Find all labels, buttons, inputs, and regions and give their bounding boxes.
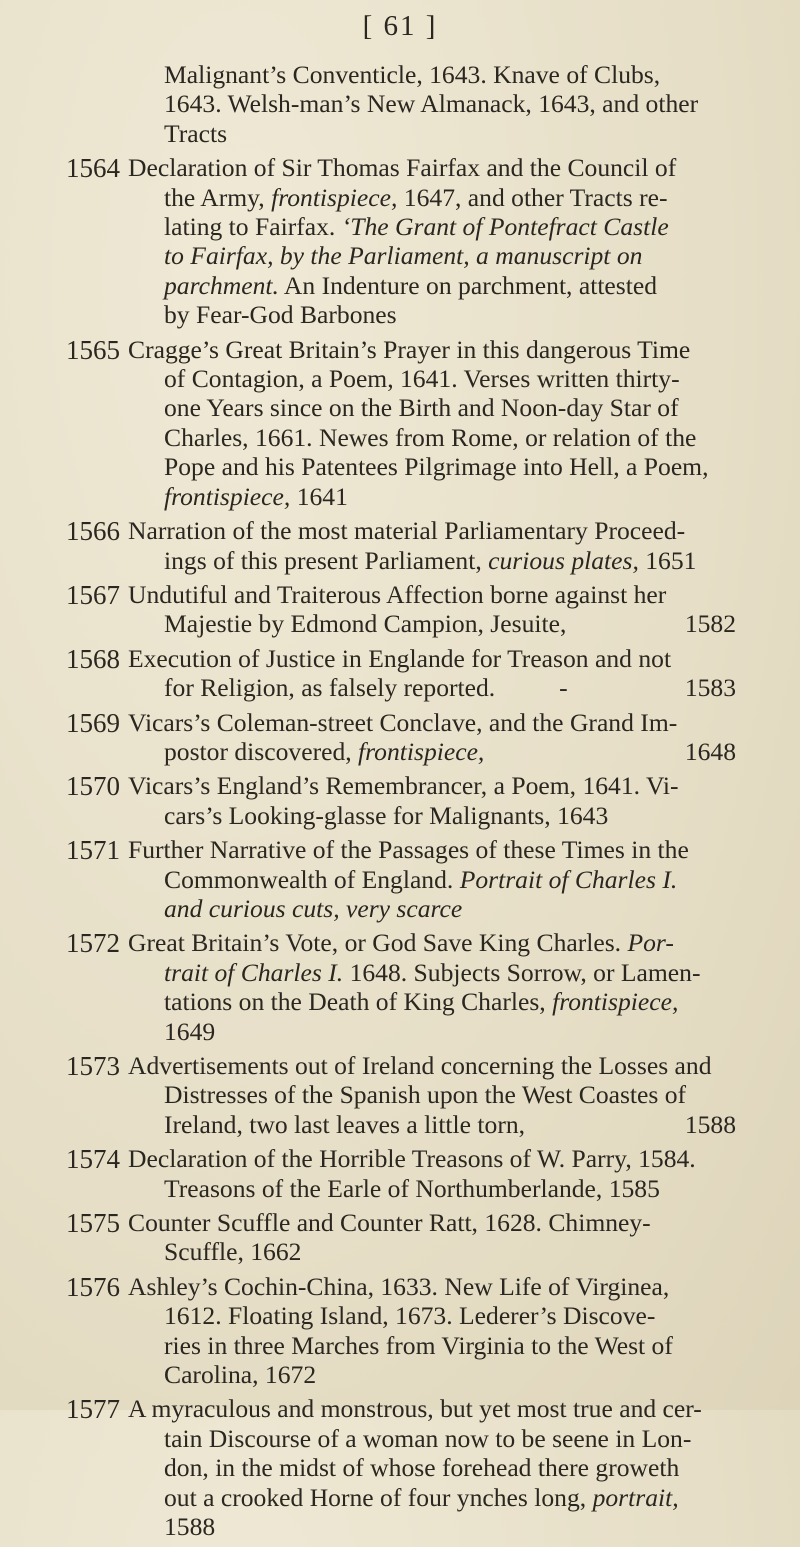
text-run: 1641 — [290, 481, 348, 511]
text-run: Counter Scuffle and Counter Ratt, 1628. Chimney- — [128, 1208, 651, 1238]
entry-line — [128, 835, 736, 864]
entry-line — [128, 1483, 736, 1512]
text-run: Ireland, two last leaves a little torn, — [164, 1109, 526, 1139]
text-run: cars’s Looking-glasse for Malignants, 1643 — [164, 800, 609, 830]
text-run: Charles, 1661. Newes from Rome, or relation of the — [164, 422, 697, 452]
catalogue-entry — [0, 835, 800, 923]
text-run: Vicars’s England’s Remembrancer, a Poem, 1641. Vi- — [128, 771, 679, 801]
entry-number: 1571 — [66, 835, 120, 866]
italic-run: curious plates, — [488, 545, 639, 575]
entry-line — [128, 364, 736, 393]
entry-text — [128, 1144, 736, 1203]
text-run: Advertisements out of Ireland concerning the Losses and — [128, 1051, 712, 1080]
text-run: postor discovered, — [164, 736, 359, 766]
italic-run: frontispiece, — [358, 736, 485, 766]
entry-number: 1575 — [66, 1208, 120, 1239]
catalogue-entry — [0, 1272, 800, 1390]
text-run: Undutiful and Traiterous Affection borne against her — [128, 579, 667, 609]
text-run: ings of this present Parliament, — [164, 545, 489, 575]
entry-number: 1569 — [66, 707, 120, 738]
italic-run: frontispiece, — [164, 481, 291, 511]
italic-run: to Fairfax, by the Parliament, a manuscript on — [164, 241, 643, 271]
entry-number: 1570 — [66, 771, 120, 802]
entry-line — [128, 183, 736, 212]
entry-number: 1567 — [66, 579, 120, 610]
text-run: by Fear-God Barbones — [164, 300, 397, 330]
text-run: out a crooked Horne of four ynches long, — [164, 1482, 593, 1512]
entry-line — [128, 865, 736, 894]
entry-number: 1573 — [66, 1051, 120, 1081]
text-run: Cragge’s Great Britain’s Prayer in this dangerous Time — [128, 334, 691, 364]
catalogue-entry — [0, 1394, 800, 1541]
entry-number: 1568 — [66, 643, 120, 674]
entry-line — [128, 1394, 736, 1423]
entry-text — [128, 771, 736, 830]
entry-line — [128, 987, 736, 1016]
entry-line — [128, 708, 736, 737]
entry-text — [128, 335, 736, 511]
catalogue-entry — [0, 60, 800, 148]
entry-text — [128, 928, 736, 1046]
catalogue-entry — [0, 335, 800, 511]
entry-text — [128, 153, 736, 329]
text-run: 1643. Welsh-man’s New Almanack, 1643, and other — [164, 89, 699, 119]
text-run: Scuffle, 1662 — [164, 1237, 302, 1267]
entry-text — [128, 1051, 736, 1139]
entry-line — [128, 958, 736, 987]
entry-line — [128, 1512, 736, 1541]
text-run: 1649 — [164, 1016, 216, 1046]
text-run: Distresses of the Spanish upon the West Coastes of — [164, 1080, 687, 1110]
text-run: for Religion, as falsely reported. - — [164, 673, 568, 703]
text-run: tations on the Death of King Charles, — [164, 987, 553, 1017]
entry-line — [128, 212, 736, 241]
entry-line — [128, 452, 736, 481]
entry-line — [128, 894, 736, 923]
italic-run: parchment. — [164, 270, 279, 300]
entry-text — [128, 835, 736, 923]
catalogue-entry — [0, 1144, 800, 1203]
entry-line — [128, 271, 736, 300]
catalogue-entry — [0, 1208, 800, 1267]
italic-run: ‘The Grant of Pontefract Castle — [341, 212, 669, 242]
italic-run: portrait, — [592, 1482, 679, 1512]
catalogue-entry — [0, 580, 800, 639]
entry-text — [128, 516, 736, 575]
text-run: Declaration of Sir Thomas Fairfax and the Council of — [128, 153, 677, 183]
text-run: 1651 — [638, 545, 697, 575]
text-run: Great Britain’s Vote, or God Save King Charles. — [128, 928, 628, 958]
text-run: Malignant’s Conventicle, 1643. Knave of Clubs, — [164, 60, 661, 89]
text-run: of Contagion, a Poem, 1641. Verses written thirty- — [164, 364, 680, 394]
entry-line — [128, 482, 736, 511]
entry-line — [128, 1453, 736, 1482]
entry-text — [128, 708, 736, 767]
text-run: 1647, and other Tracts re- — [397, 182, 668, 212]
entry-line — [128, 1272, 736, 1301]
entry-number: 1577 — [66, 1394, 120, 1425]
italic-run: frontispiece, — [271, 182, 398, 212]
catalogue-entry — [0, 153, 800, 329]
entry-text — [128, 644, 736, 703]
text-run: Pope and his Patentees Pilgrimage into Hell, a Poem, — [164, 452, 709, 482]
text-run: 1648. Subjects Sorrow, or Lamen- — [343, 957, 701, 987]
text-run: one Years since on the Birth and Noon-day Star of — [164, 393, 679, 423]
catalogue-entry — [0, 516, 800, 575]
entry-line — [128, 1110, 736, 1139]
entry-text — [128, 60, 736, 148]
entry-line — [128, 1017, 736, 1046]
text-run: lating to Fairfax. — [164, 212, 342, 242]
entry-line — [128, 1051, 736, 1080]
entry-text — [128, 1394, 736, 1541]
entry-line — [128, 153, 736, 182]
entry-line — [128, 1208, 736, 1237]
entry-date: 1583 — [684, 673, 736, 703]
entry-line — [128, 241, 736, 270]
entry-number: 1565 — [66, 334, 120, 365]
entry-line — [128, 1237, 736, 1266]
catalogue-list — [0, 60, 800, 1547]
text-run: Further Narrative of the Passages of these Times in the — [128, 835, 689, 865]
text-run: Execution of Justice in Englande for Treason and not — [128, 643, 672, 673]
text-run: Narration of the most material Parliamentary Proceed- — [128, 516, 686, 546]
text-run: Majestie by Edmond Campion, Jesuite, — [164, 609, 567, 639]
entry-date: 1582 — [684, 609, 736, 639]
catalogue-entry — [0, 708, 800, 767]
text-run: A myraculous and monstrous, but yet most true and cer- — [128, 1394, 702, 1424]
entry-line — [128, 1360, 736, 1389]
entry-line — [128, 300, 736, 329]
entry-line — [128, 928, 736, 957]
catalogue-entry — [0, 644, 800, 703]
entry-number: 1574 — [66, 1144, 120, 1175]
text-run: An Indenture on parchment, attested — [278, 270, 658, 300]
entry-text — [128, 1208, 736, 1267]
catalogue-entry — [0, 771, 800, 830]
entry-line — [128, 644, 736, 673]
entry-line — [128, 771, 736, 800]
entry-number: 1566 — [66, 516, 120, 547]
entry-line — [128, 60, 736, 89]
entry-line — [128, 1144, 736, 1173]
entry-line — [128, 1301, 736, 1330]
entry-text — [128, 580, 736, 639]
page-number: [ 61 ] — [362, 10, 438, 42]
text-run: don, in the midst of whose forehead there groweth — [164, 1453, 680, 1483]
entry-number: 1572 — [66, 928, 120, 959]
entry-line — [128, 516, 736, 545]
entry-line — [128, 580, 736, 609]
text-run: 1588 — [164, 1512, 216, 1542]
entry-line — [128, 335, 736, 364]
entry-line — [128, 1424, 736, 1453]
text-run: tain Discourse of a woman now to be seene in Lon- — [164, 1423, 692, 1453]
entry-date: 1648 — [684, 736, 736, 766]
catalogue-entry — [0, 1051, 800, 1139]
text-run: ries in three Marches from Virginia to the West of — [164, 1330, 673, 1360]
text-run: Declaration of the Horrible Treasons of W. Parry, 1584. — [128, 1144, 696, 1174]
entry-line — [128, 546, 736, 575]
entry-line — [128, 1174, 736, 1203]
entry-line — [128, 1331, 736, 1360]
entry-line — [128, 737, 736, 766]
italic-run: and curious cuts, very scarce — [164, 893, 463, 923]
entry-line — [128, 801, 736, 830]
entry-line — [128, 423, 736, 452]
entry-text — [128, 1272, 736, 1390]
text-run: the Army, — [164, 182, 272, 212]
text-run: Tracts — [164, 118, 228, 148]
entry-date: 1588 — [684, 1109, 736, 1139]
text-run: 1612. Floating Island, 1673. Lederer’s Discove- — [164, 1301, 656, 1331]
entry-line — [128, 119, 736, 148]
entry-number: 1576 — [66, 1271, 120, 1302]
entry-line — [128, 673, 736, 702]
text-run: Carolina, 1672 — [164, 1360, 317, 1390]
entry-line — [128, 393, 736, 422]
text-run: Treasons of the Earle of Northumberlande, 1585 — [164, 1173, 660, 1203]
italic-run: Portrait of Charles I. — [459, 864, 678, 894]
entry-line — [128, 89, 736, 118]
entry-number: 1564 — [66, 153, 120, 184]
text-run: Vicars’s Coleman-street Conclave, and the Grand Im- — [128, 707, 678, 737]
italic-run: trait of Charles I. — [164, 957, 344, 987]
italic-run: Por- — [627, 928, 674, 958]
entry-line — [128, 609, 736, 638]
entry-line — [128, 1080, 736, 1109]
italic-run: frontispiece, — [552, 987, 679, 1017]
catalogue-entry — [0, 928, 800, 1046]
text-run: Ashley’s Cochin-China, 1633. New Life of Virginea, — [128, 1271, 670, 1301]
text-run: Commonwealth of England. — [164, 864, 460, 894]
